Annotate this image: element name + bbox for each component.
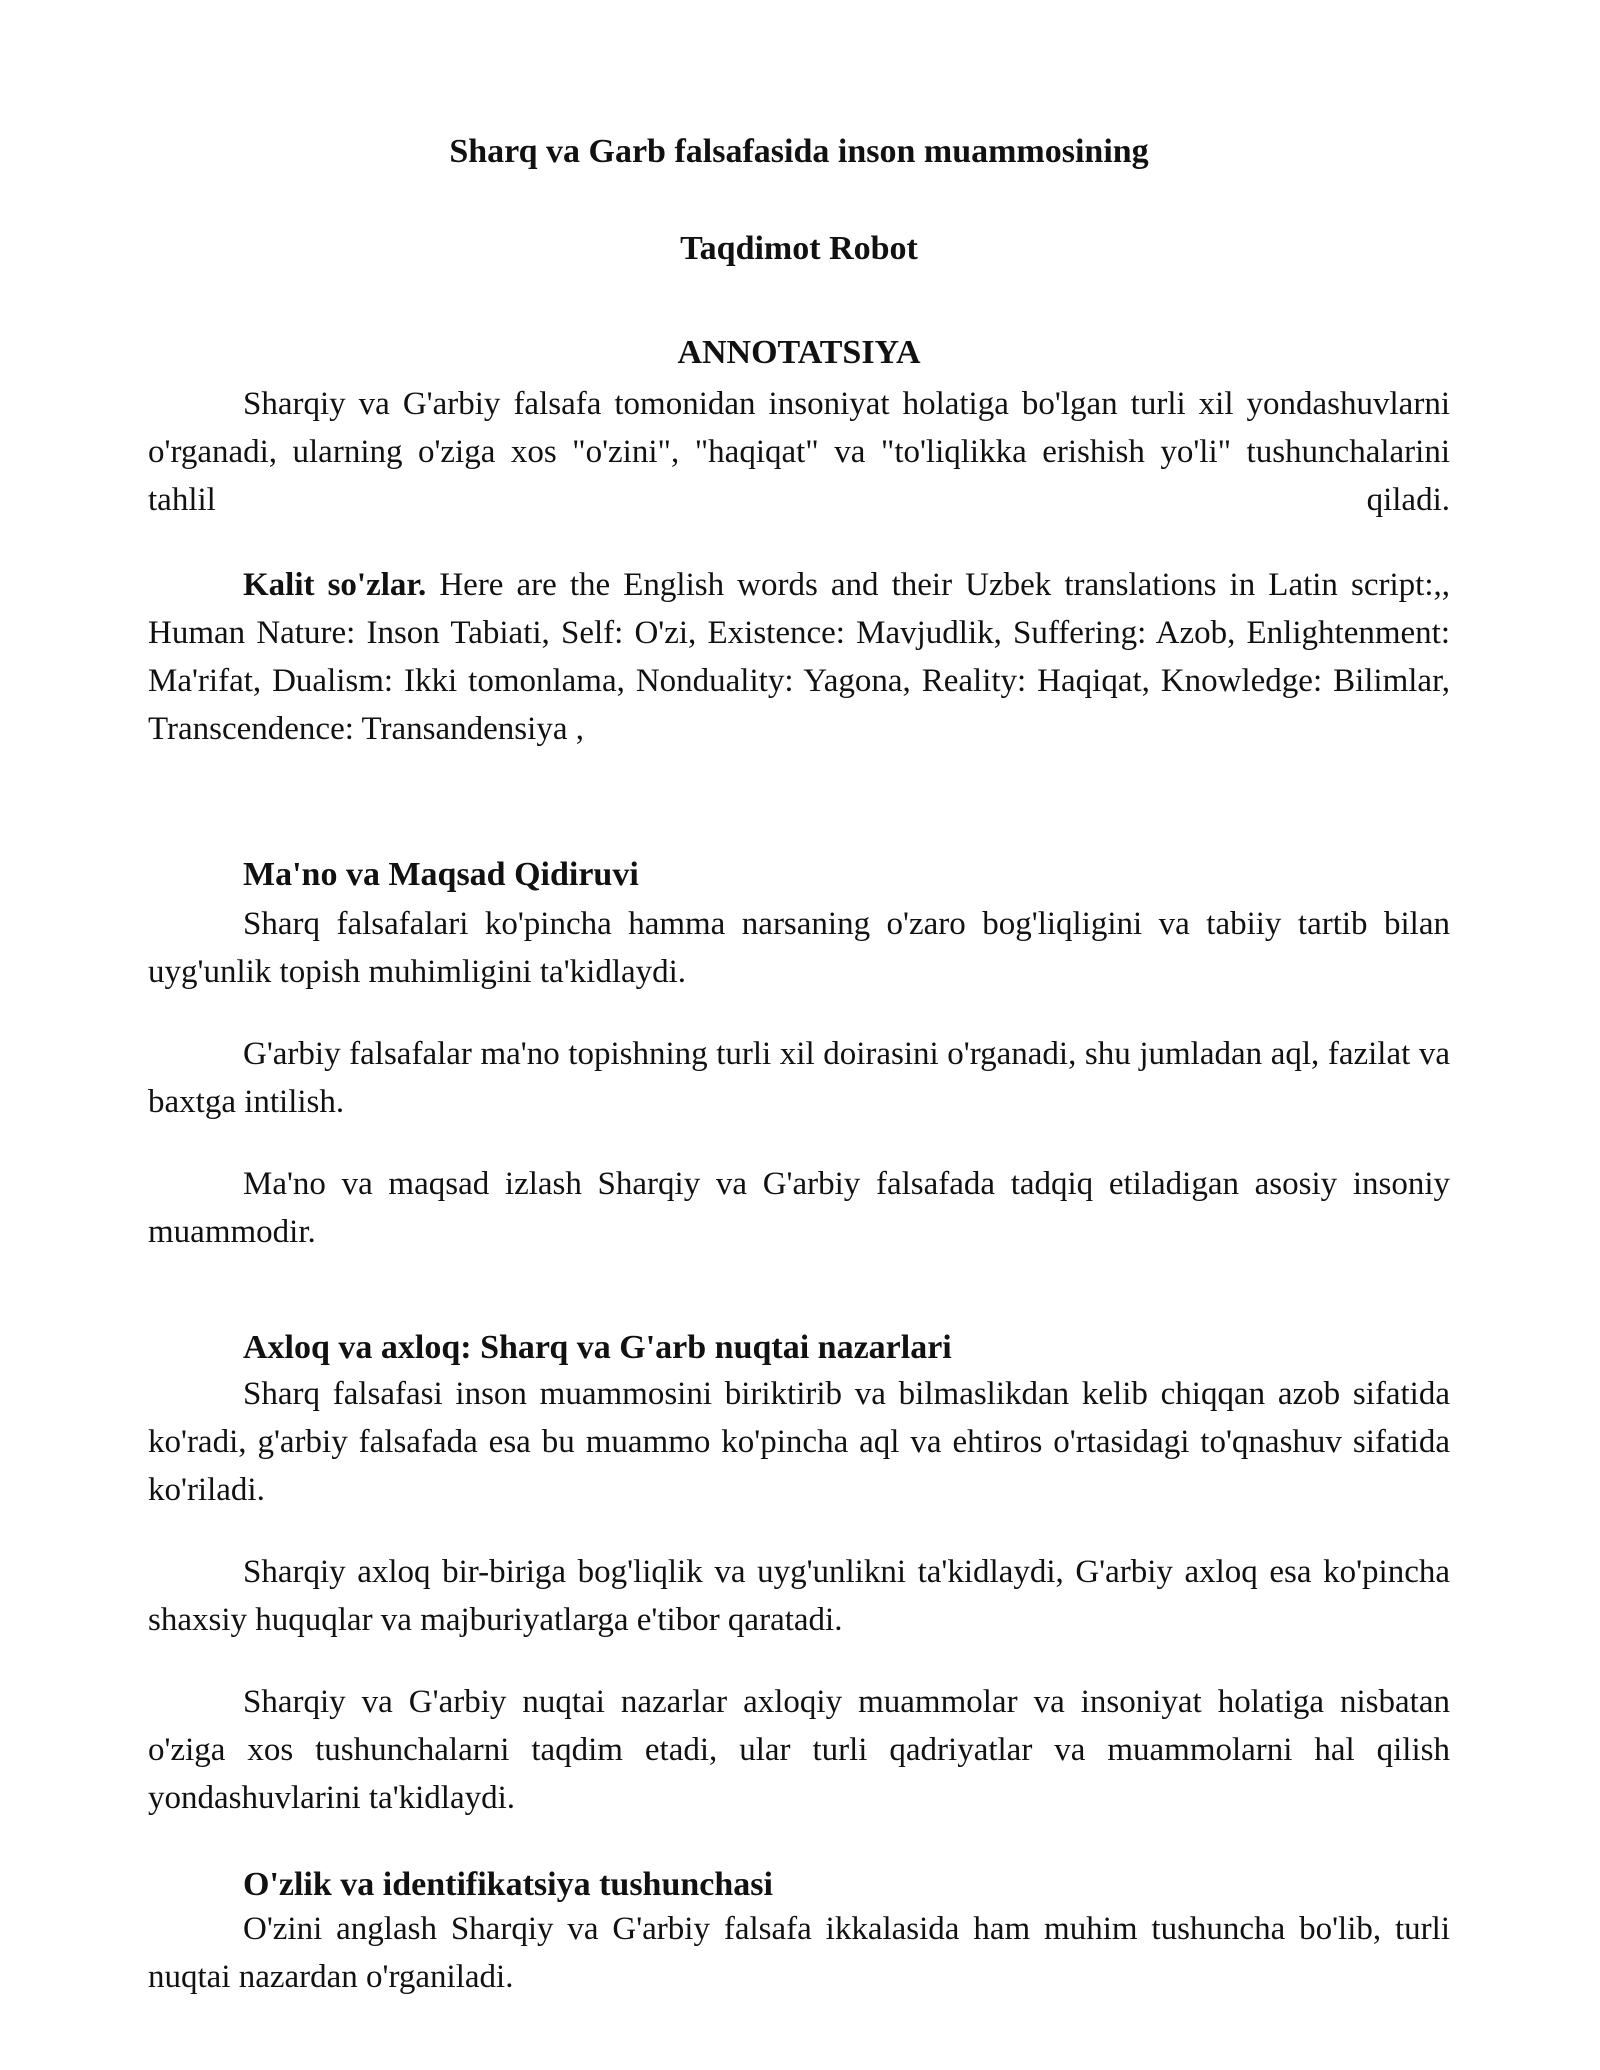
- section-heading: O'zlik va identifikatsiya tushunchasi: [243, 1866, 773, 1903]
- section-paragraph: O'zini anglash Sharqiy va G'arbiy falsafa ikkalasida ham muhim tushuncha bo'lib, turli nuqtai nazardan o'rganiladi.: [148, 1911, 1450, 1995]
- section-paragraph: Sharq falsafalari ko'pincha hamma narsaning o'zaro bog'liqligini va tabiiy tartib bilan uyg'unlik topish muhimligini ta'kidlaydi.: [148, 906, 1450, 990]
- annotation-heading: ANNOTATSIYA: [677, 334, 921, 371]
- section-paragraph: Ma'no va maqsad izlash Sharqiy va G'arbiy falsafada tadqiq etiladigan asosiy insoniy muammodir.: [148, 1166, 1450, 1250]
- section-paragraph: Sharqiy va G'arbiy nuqtai nazarlar axloqiy muammolar va insoniyat holatiga nisbatan o'ziga xos tushunchalarni taqdim etadi, ular turli qadriyatlar va muammolarni hal qilish yondashuvlarini ta'kidlaydi.: [148, 1684, 1450, 1816]
- document-subtitle: Taqdimot Robot: [680, 230, 918, 267]
- section-paragraph: G'arbiy falsafalar ma'no topishning turli xil doirasini o'rganadi, shu jumladan aql, fazilat va baxtga intilish.: [148, 1036, 1450, 1120]
- keywords-paragraph: [148, 561, 1450, 753]
- document-title: Sharq va Garb falsafasida inson muammosining: [449, 133, 1149, 170]
- section-heading: Ma'no va Maqsad Qidiruvi: [243, 856, 639, 893]
- section-heading: Axloq va axloq: Sharq va G'arb nuqtai nazarlari: [243, 1329, 952, 1366]
- section-paragraph: Sharqiy axloq bir-biriga bog'liqlik va uyg'unlikni ta'kidlaydi, G'arbiy axloq esa ko'pincha shaxsiy huquqlar va majburiyatlarga e'tibor qaratadi.: [148, 1554, 1450, 1638]
- annotation-paragraph: Sharqiy va G'arbiy falsafa tomonidan insoniyat holatiga bo'lgan turli xil yondashuvlarni o'rganadi, ularning o'ziga xos "o'zini", "haqiqat" va "to'liqlikka erishish yo'li" tushunchalarini tahlil qiladi.: [148, 386, 1450, 518]
- keywords-label: Kalit so'zlar.: [243, 567, 427, 603]
- section-paragraph: Sharq falsafasi inson muammosini biriktirib va bilmaslikdan kelib chiqqan azob sifatida ko'radi, g'arbiy falsafada esa bu muammo ko'pincha aql va ehtiros o'rtasidagi to'qnashuv sifatida ko'riladi.: [148, 1376, 1450, 1508]
- keywords-text: Here are the English words and their Uzbek translations in Latin script:,, Human Nature: Inson Tabiati, Self: O'zi, Existence: Mavjudlik, Suffering: Azob, Enlightenment: Ma'rifat, Dualism: Ikki tomonlama, Nonduality: Yagona, Reality: Haqiqat, Knowledge: Bilimlar, Transcendence: Transandensiya ,: [148, 567, 1450, 747]
